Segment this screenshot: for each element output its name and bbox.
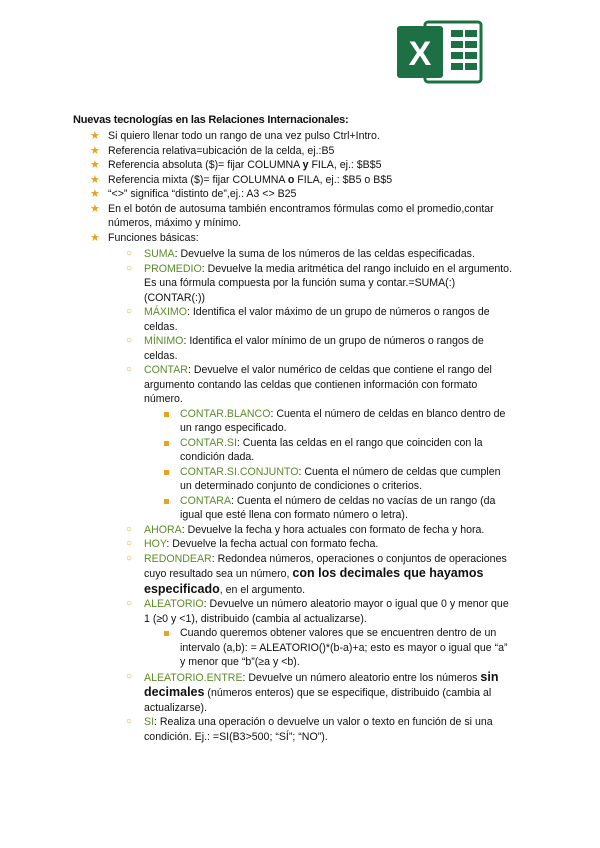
svg-text:X: X xyxy=(408,35,432,73)
aleatorio-sublist xyxy=(144,626,516,670)
circle-bullet-icon: ○ xyxy=(126,716,133,727)
list-item: ★ Funciones básicas: ○ SUMA: Devuelve la suma de los números de las celdas especificadas. ○ PROMEDIO: Devuelve la media aritmética del rango incluido en el argumento. Es una fórmula compuesta por la función suma y contar.=SUMA(:)(CONTAR(:)) ○ MÁXIMO: Identifica el valor máximo de un grupo de números o rangos de celdas. ○ MÍNIMO: Identifica el valor mínimo de un grupo de números o rangos de celdas. ○ CONTAR: Devuelve el valor numérico de celdas que contiene el rango del argumento contando las celdas que contienen información con formato número. CONTAR.BLANCO: Cuenta el número de celdas en blanco dentro de un rango especificado. CONTAR.SI: Cuenta las celdas en el rango que coinciden con la condición dada. CONTAR.SI.CONJUNTO: Cuenta el número de celdas que cumplen un determinado conjunto de condiciones o criterios. CONTARA: Cuenta el número de celdas no vacías de un rango (da igual que esté llena con formato número o letra). ○ AHORA: Devuelve la fecha y hora actuales con formato de fecha y hora. ○ HOY: Devuelve la fecha actual con formato fecha. ○ REDONDEAR: Redondea números, operaciones o conjuntos de operaciones cuyo resultado sea un número, con los decimales que hayamos especificado, en el argumento. ○ ALEATORIO: Devuelve un número aleatorio mayor o igual que 0 y menor que 1 (≥0 y <1), distribuido (cambia al actualizarse). Cuando queremos obtener valores que se encuentren dentro de un intervalo (a,b): = ALEATORIO()*(b-a)+a; esto es mayor o igual que “a” y menor que “b”(≥a y <b). ○ ALEATORIO.ENTRE: Devuelve un número aleatorio entre los números sin decimales (números enteros) que se especifique, distribuido (cambia al actualizarse). ○ SI: Realiza una operación o devuelve un valor o texto en función de si una condición. Ej.: =SI(B3>500; “SÍ”; “NO”). xyxy=(90,231,530,745)
square-bullet-icon xyxy=(164,412,169,417)
circle-bullet-icon: ○ xyxy=(126,248,133,259)
list-item: ★ Referencia relativa=ubicación de la celda, ej.:B5 xyxy=(90,144,335,157)
excel-logo-icon xyxy=(393,16,485,88)
function-item-si: ○ SI: Realiza una operación o devuelve un valor o texto en función de si una condición. Ej.: =SI(B3>500; “SÍ”; “NO”). xyxy=(126,716,493,743)
function-item-minimo: ○ MÍNIMO: Identifica el valor mínimo de un grupo de números o rangos de celdas. xyxy=(126,335,484,362)
list-item: ★ Si quiero llenar todo un rango de una vez pulso Ctrl+Intro. xyxy=(90,130,380,142)
circle-bullet-icon: ○ xyxy=(126,523,133,535)
circle-bullet-icon: ○ xyxy=(126,335,133,346)
circle-bullet-icon: ○ xyxy=(126,670,133,682)
circle-bullet-icon: ○ xyxy=(126,364,133,375)
function-item-aleatorio: ○ ALEATORIO: Devuelve un número aleatorio mayor o igual que 0 y menor que 1 (≥0 y <1), distribuido (cambia al actualizarse). Cuando queremos obtener valores que se encuentren dentro de un intervalo (a,b): = ALEATORIO()*(b-a)+a; esto es mayor o igual que “a” y menor que “b”(≥a y <b). xyxy=(126,597,516,670)
square-bullet-icon xyxy=(164,631,169,636)
circle-bullet-icon: ○ xyxy=(126,598,133,609)
star-bullet-icon: ★ xyxy=(90,173,100,186)
function-item-hoy: ○ HOY: Devuelve la fecha actual con formato fecha. xyxy=(126,538,379,550)
star-bullet-icon: ★ xyxy=(90,202,100,215)
subfunction-item-contar-si: CONTAR.SI: Cuenta las celdas en el rango que coinciden con la condición dada. xyxy=(162,436,515,465)
list-item: ★ Referencia absoluta ($)= fijar COLUMNA y FILA, ej.: $B$5 xyxy=(90,159,382,171)
list-item: ★ En el botón de autosuma también encontramos fórmulas como el promedio,contar números, máximo y mínimo. xyxy=(90,202,494,229)
main-bullet-list xyxy=(90,129,530,744)
star-bullet-icon: ★ xyxy=(90,188,100,200)
star-bullet-icon: ★ xyxy=(90,159,100,171)
function-item-ahora: ○ AHORA: Devuelve la fecha y hora actuales con formato de fecha y hora. xyxy=(126,523,485,536)
function-item-suma: ○ SUMA: Devuelve la suma de los números de las celdas especificadas. xyxy=(126,248,475,260)
functions-list xyxy=(108,247,530,744)
list-item: ★ Referencia mixta ($)= fijar COLUMNA o FILA, ej.: $B5 o B$5 xyxy=(90,173,393,186)
contar-subfunctions-list xyxy=(144,407,516,523)
star-bullet-icon: ★ xyxy=(90,130,100,142)
circle-bullet-icon: ○ xyxy=(126,262,133,274)
subfunction-item-contara: CONTARA: Cuenta el número de celdas no vacías de un rango (da igual que esté llena con formato número o letra). xyxy=(162,494,515,523)
function-item-aleatorio-entre: ○ ALEATORIO.ENTRE: Devuelve un número aleatorio entre los números sin decimales (números enteros) que se especifique, distribuido (cambia al actualizarse). xyxy=(126,669,499,714)
aleatorio-note: Cuando queremos obtener valores que se encuentren dentro de un intervalo (a,b): = ALEATORIO()*(b-a)+a; esto es mayor o igual que “a” y menor que “b”(≥a y <b). xyxy=(162,626,515,670)
subfunction-item-contar-blanco: CONTAR.BLANCO: Cuenta el número de celdas en blanco dentro de un rango especificado. xyxy=(162,407,515,436)
subfunction-item-contar-si-conjunto: CONTAR.SI.CONJUNTO: Cuenta el número de celdas que cumplen un determinado conjunto de condiciones o criterios. xyxy=(162,465,515,494)
star-bullet-icon: ★ xyxy=(90,231,100,244)
circle-bullet-icon: ○ xyxy=(126,552,133,564)
document-title: Nuevas tecnologías en las Relaciones Internacionales: xyxy=(73,114,349,126)
function-item-maximo: ○ MÁXIMO: Identifica el valor máximo de un grupo de números o rangos de celdas. xyxy=(126,306,490,333)
list-item: ★ “<>” significa “distinto de”,ej.: A3 <> B25 xyxy=(90,188,297,200)
function-item-promedio: ○ PROMEDIO: Devuelve la media aritmética del rango incluido en el argumento. Es una fórmula compuesta por la función suma y contar.=SUMA(:)(CONTAR(:)) xyxy=(126,262,513,304)
function-item-redondear: ○ REDONDEAR: Redondea números, operaciones o conjuntos de operaciones cuyo resultado sea un número, con los decimales que hayamos especificado, en el argumento. xyxy=(126,552,507,596)
circle-bullet-icon: ○ xyxy=(126,538,133,549)
function-item-contar: ○ CONTAR: Devuelve el valor numérico de celdas que contiene el rango del argumento contando las celdas que contienen información con formato número. CONTAR.BLANCO: Cuenta el número de celdas en blanco dentro de un rango especificado. CONTAR.SI: Cuenta las celdas en el rango que coinciden con la condición dada. CONTAR.SI.CONJUNTO: Cuenta el número de celdas que cumplen un determinado conjunto de condiciones o criterios. CONTARA: Cuenta el número de celdas no vacías de un rango (da igual que esté llena con formato número o letra). xyxy=(126,363,516,523)
star-bullet-icon: ★ xyxy=(90,144,100,157)
circle-bullet-icon: ○ xyxy=(126,306,133,317)
square-bullet-icon xyxy=(164,441,169,446)
square-bullet-icon xyxy=(164,499,169,504)
square-bullet-icon xyxy=(164,470,169,475)
